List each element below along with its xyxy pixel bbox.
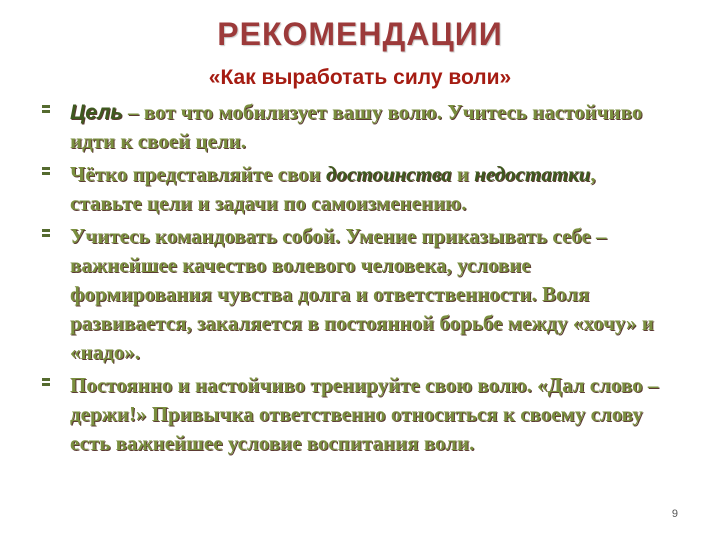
recommendations-list [42,98,672,462]
emphasis-goal: Цель [70,101,123,124]
list-item [42,371,672,458]
slide-title: РЕКОМЕНДАЦИИ [217,16,503,52]
list-item-text: Постоянно и настойчиво тренируйте свою волю. «Дал слово – держи!» Привычка ответственно относиться к своему слову есть важнейшее условие воспитания воли. [70,373,659,455]
slide-subtitle: «Как выработать силу воли» [208,66,512,89]
list-item-text: Учитесь командовать собой. Умение приказывать себе – важнейшее качество волевого человека, условие формирования чувства долга и ответственности. Воля развивается, закаляется в постоянной борьбе между «хочу» и «надо». [70,224,654,364]
list-item [42,160,672,218]
page-number: 9 [671,508,678,520]
list-item-text: – вот что мобилизует вашу волю. Учитесь настойчиво идти к своей цели. [70,100,643,153]
list-item-text: Чётко представляйте свои [70,162,327,186]
square-bullet-icon [42,229,50,237]
emphasis-strengths: достоинства [326,162,452,186]
list-item [42,222,672,367]
list-item-text: и [451,162,475,186]
list-item-text: , ставьте цели и задачи по самоизменению. [70,162,596,215]
emphasis-weaknesses: недостатки [474,162,591,186]
list-item [42,98,672,156]
square-bullet-icon [42,105,50,113]
square-bullet-icon [42,378,50,386]
square-bullet-icon [42,167,50,175]
